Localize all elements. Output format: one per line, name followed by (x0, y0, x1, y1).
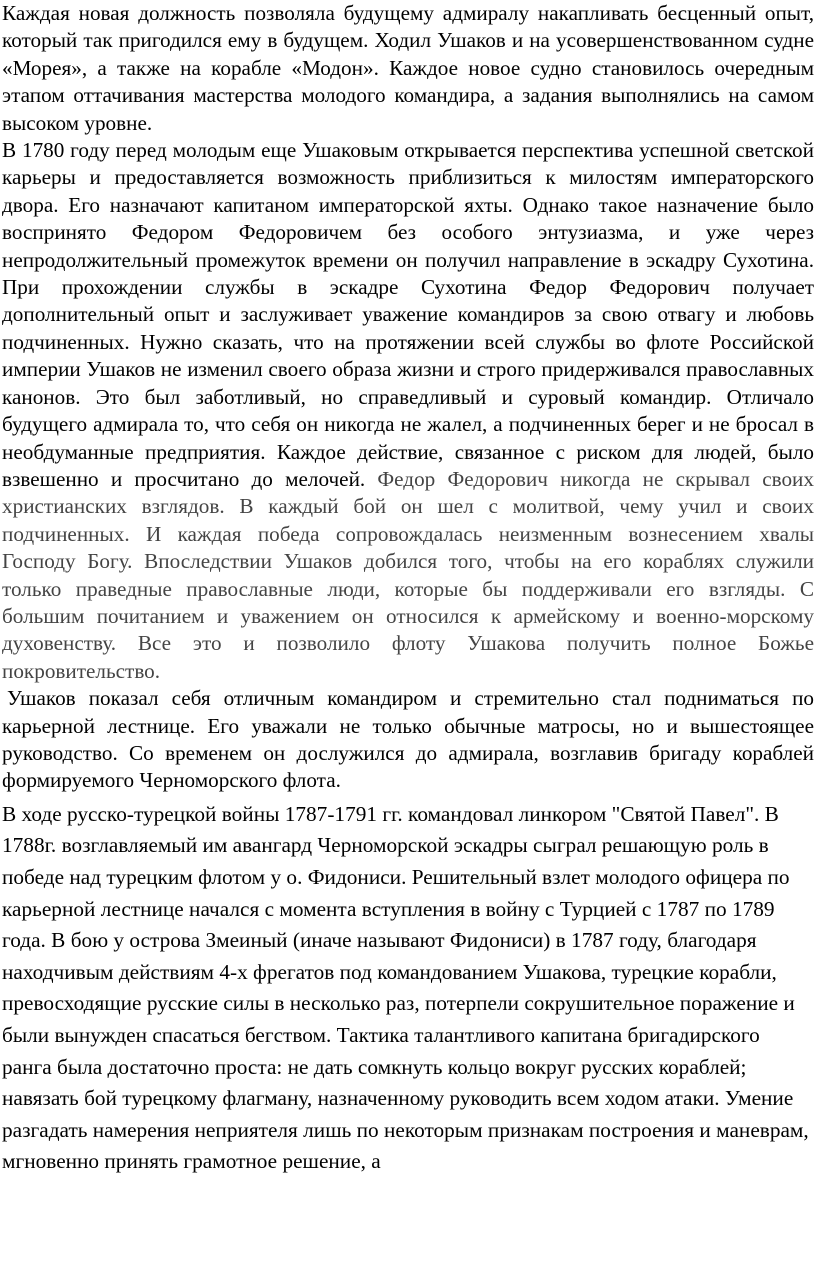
paragraph-1 (2, 0, 814, 137)
paragraph-2-text-part-b: Федор Федорович никогда не скрывал своих христианских взглядов. В каждый бой он шел с молитвой, чему учил и своих подчиненных. И каждая победа сопровождалась неизменным вознесением хвалы Господу Богу. Впоследствии Ушаков добился того, чтобы на его кораблях служили только праведные православные люди, которые бы поддерживали его взгляды. С большим почитанием и уважением он относился к армейскому и военно-морскому духовенству. Все это и позволило флоту Ушакова получить полное Божье покровительство. (2, 466, 814, 683)
paragraph-3-text: Ушаков показал себя отличным командиром и стремительно стал подниматься по карьерной лестнице. Его уважали не только обычные матросы, но и вышестоящее руководство. Со временем он дослужился до адмирала, возглавив бригаду кораблей формируемого Черноморского флота. (2, 686, 814, 793)
paragraph-3 (2, 685, 814, 795)
paragraph-2-text-part-a: В 1780 году перед молодым еще Ушаковым открывается перспектива успешной светской карьеры и предоставляется возможность приблизиться к милостям императорского двора. Его назначают капитаном императорской яхты. Однако такое назначение было воспринято Федором Федоровичем без особого энтузиазма, и уже через непродолжительный промежуток времени он получил направление в эскадру Сухотина. При прохождении службы в эскадре Сухотина Федор Федорович получает дополнительный опыт и заслуживает уважение командиров за свою отвагу и любовь подчиненных. Нужно сказать, что на протяжении всей службы во флоте Российской империи Ушаков не изменил своего образа жизни и строго придерживался православных канонов. Это был заботливый, но справедливый и суровый командир. Отличало будущего адмирала то, что себя он никогда не жалел, а подчиненных берег и не бросал в необдуманные предприятия. Каждое действие, связанное с риском для людей, было взвешенно и просчитано до мелочей. (2, 138, 814, 491)
paragraph-2 (2, 137, 814, 685)
paragraph-1-text: Каждая новая должность позволяла будущему адмиралу накапливать бесценный опыт, который так пригодился ему в будущем. Ходил Ушаков и на усовершенствованном судне «Морея», а также на корабле «Модон». Каждое новое судно становилось очередным этапом оттачивания мастерства молодого командира, а задания выполнялись на самом высоком уровне. (2, 1, 814, 135)
paragraph-4 (2, 799, 814, 1178)
paragraph-4-text: В ходе русско-турецкой войны 1787-1791 гг. командовал линкором "Святой Павел". В 1788г. возглавляемый им авангард Черноморской эскадры сыграл решающую роль в победе над турецким флотом у о. Фидониси. Решительный взлет молодого офицера по карьерной лестнице начался с момента вступления в войну с Турцией с 1787 по 1789 года. В бою у острова Змеиный (иначе называют Фидониси) в 1787 году, благодаря находчивым действиям 4-х фрегатов под командованием Ушакова, турецкие корабли, превосходящие русские силы в несколько раз, потерпели сокрушительное поражение и были вынужден спасаться бегством. Тактика талантливого капитана бригадирского ранга была достаточно проста: не дать сомкнуть кольцо вокруг русских кораблей; навязать бой турецкому флагману, назначенному руководить всем ходом атаки. Умение разгадать намерения неприятеля лишь по некоторым признакам построения и маневрам, мгновенно принять грамотное решение, а (2, 801, 809, 1174)
